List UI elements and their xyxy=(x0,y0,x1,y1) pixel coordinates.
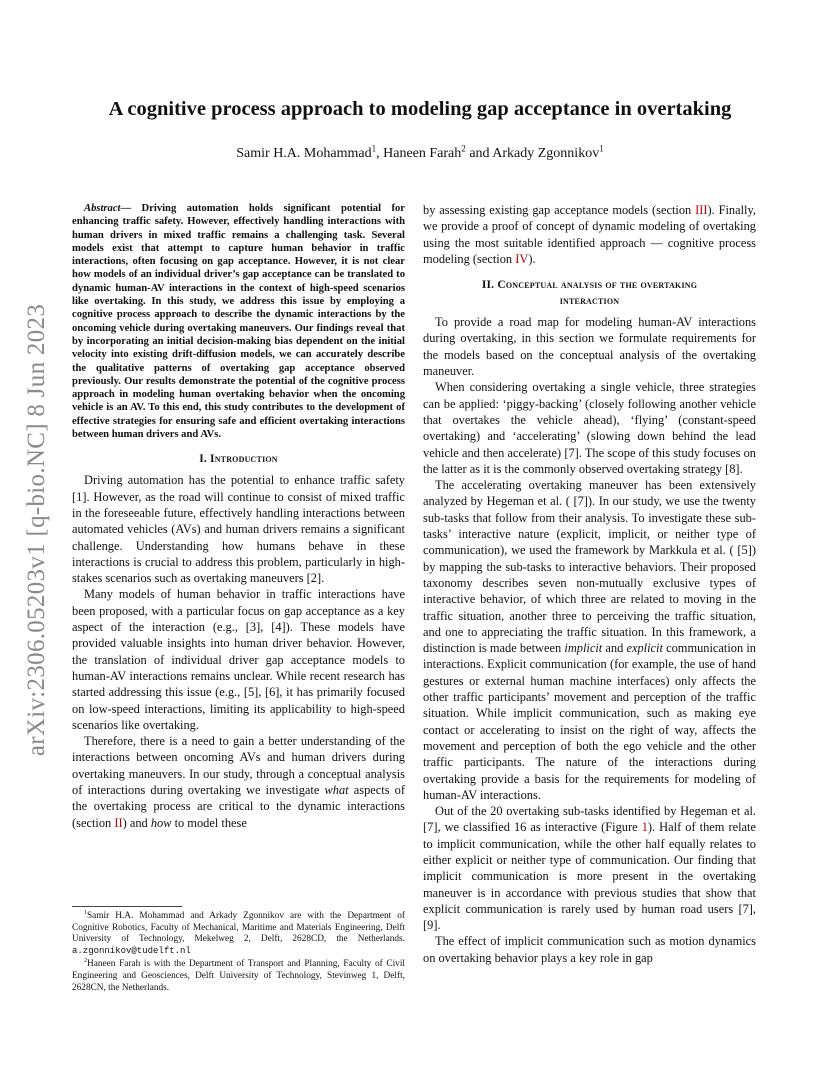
figure-link[interactable]: 1 xyxy=(641,820,648,835)
paragraph: The effect of implicit communication such as motion dynamics on overtaking behavior plays a key role in gap xyxy=(423,934,756,965)
emphasis: explicit xyxy=(626,641,663,656)
paragraph: To provide a road map for modeling human-AV interactions during overtaking, in this section we formulate requirements for the models based on the conceptual analysis of the overtaking maneuver. xyxy=(423,315,756,379)
paper-title: A cognitive process approach to modeling gap acceptance in overtaking xyxy=(108,98,732,120)
author-list xyxy=(70,145,770,163)
paragraph xyxy=(72,733,405,831)
paragraph-continued xyxy=(423,202,756,267)
paragraph: Many models of human behavior in traffic interactions have been proposed, with a particular focus on gap acceptance as a key aspect of the interaction (e.g., [3], [4]). These models have provided valuable insights into human driver behavior. However, the translation of individual driver gap acceptance models to human-AV interactions remains unclear. While recent research has started addressing this issue (e.g., [5], [6], it has primarily focused on low-speed interactions, limiting its applicability to high-speed scenarios like overtaking. xyxy=(72,587,405,732)
text-run: communication in interactions. Explicit communication (for example, the use of hand gestures or external human machine interfaces) only affects the other traffic participants’ movement and perception of the traffic situation. While implicit communication, such as making eye contact or accelerating to insist on the right of way, affects the movement and perception of both the ego vehicle and the other traffic participants. The nature of the interactions during overtaking provide a basis for the requirements for modeling of human-AV interactions. xyxy=(423,641,756,802)
footnote-text: Samir H.A. Mohammad and Arkady Zgonnikov are with the Department of Cognitive Robotics, Faculty of Mechanical, Maritime and Materials Engineering, Delft University of Technology, Mekelweg 2, Delft, 2628CD, the Netherlands. xyxy=(72,911,405,945)
email-link[interactable]: a.zgonnikov@tudelft.nl xyxy=(72,945,191,956)
text-run: aspects of the overtaking process are critical to the dynamic interactions (section xyxy=(72,782,405,830)
section-title-line-1: Conceptual analysis of the overtaking xyxy=(497,279,698,292)
footnotes xyxy=(72,906,405,996)
text-run: ). Half of them relate to implicit communication, while the other half equally relates to either explicit or neither type of communication. Our finding that implicit communication is more present in the overtaking maneuver is in accordance with previous studies that show that explicit communication is rarely used by human road users [7], [9]. xyxy=(423,820,756,933)
section-heading-conceptual-analysis xyxy=(423,277,756,309)
footnote-mark: 1 xyxy=(84,909,88,916)
text-run: Out of the 20 overtaking sub-tasks identified by Hegeman et al. [7], we classified 16 as interactive (Figure xyxy=(423,804,756,835)
footnote-mark: 2 xyxy=(84,958,88,965)
text-run: Therefore, there is a need to gain a better understanding of the interactions between oncoming AVs and human drivers during overtaking maneuvers. In our study, through a conceptual analysis of interactions during overtaking we investigate xyxy=(72,734,405,797)
section-link[interactable]: III xyxy=(695,203,708,217)
section-number: II. xyxy=(481,279,498,292)
arxiv-identifier-text: arXiv:2306.05203v1 [q-bio.NC] 8 Jun 2023 xyxy=(23,303,50,757)
section-heading-introduction xyxy=(72,451,405,467)
section-title: Introduction xyxy=(210,453,278,466)
section-title-line-2: interaction xyxy=(559,295,620,308)
text-run: ) and xyxy=(122,815,151,830)
paragraph xyxy=(423,477,756,803)
author-separator: and xyxy=(465,146,493,161)
paragraph xyxy=(423,803,756,933)
abstract-text: — Driving automation holds significant potential for enhancing traffic safety. However, effectively handling interactions with human drivers in mixed traffic remains a challenging task. Several models exist that attempt to capture human behavior in traffic interactions, often focusing on gap acceptance. However, it is not clear how models of an individual driver’s gap acceptance can be translated to dynamic human-AV interactions in the context of high-speed scenarios like overtaking. In this study, we address this issue by employing a cognitive process approach to describe the dynamic interactions by the oncoming vehicle during overtaking maneuvers. Our findings reveal that by incorporating an initial decision-making bias dependent on the initial velocity into existing drift-diffusion models, we can accurately describe the qualitative patterns of overtaking gap acceptance observed previously. Our results demonstrate the potential of the cognitive process approach in modeling human overtaking behavior when the oncoming vehicle is an AV. To this end, this study contributes to the development of effective strategies for ensuring safe and efficient overtaking interactions between human drivers and AVs. xyxy=(72,203,405,441)
footnote-text: Haneen Farah is with the Department of Transport and Planning, Faculty of Civil Engineering and Geosciences, Delft University of Technology, Stevinweg 1, Delft, 2628CN, the Netherlands. xyxy=(72,959,405,993)
abstract-label: Abstract xyxy=(84,203,121,214)
footnote-2 xyxy=(72,959,405,994)
paragraph: When considering overtaking a single vehicle, three strategies can be applied: ‘piggy-backing’ (closely following another vehicle that overtakes the vehicle ahead), ‘flying’ (constant-speed overtaking) and ‘accelerating’ (slowing down behind the lead vehicle and then accelerate) [7]. The scope of this study focuses on the latter as it is the commonly observed overtaking strategy [8]. xyxy=(423,380,756,476)
section-link[interactable]: II xyxy=(114,815,123,830)
author-3-affiliation-mark: 1 xyxy=(599,143,604,154)
author-3: Arkady Zgonnikov xyxy=(492,146,600,161)
text-run: by assessing existing gap acceptance models (section xyxy=(423,203,696,217)
arxiv-identifier-stamp xyxy=(22,280,52,780)
text-run: and xyxy=(602,641,627,656)
text-run: The accelerating overtaking maneuver has been extensively analyzed by Hegeman et al. ( [7]). In our study, we use the twenty sub-tasks that follow from their analysis. To investigate these sub-tasks’ interactive nature (explicit, implicit, or neither type of communication), we used the framework by Markkula et al. ( [5]) by mapping the sub-tasks to interactive behaviors. Their proposed taxonomy describes seven non-mutually exclusive types of interactive behavior, of which three are related to moving in the traffic situation, another three to perceiving the traffic situation, and one to appreciating the traffic situation. In this framework, a distinction is made between xyxy=(423,478,756,656)
author-2-affiliation-mark: 2 xyxy=(461,143,466,154)
text-run: ). xyxy=(528,251,536,266)
author-1-affiliation-mark: 1 xyxy=(371,143,377,154)
section-link[interactable]: IV xyxy=(515,251,529,266)
section-number: I. xyxy=(199,453,211,466)
emphasis: implicit xyxy=(564,641,603,656)
footnote-rule xyxy=(72,906,182,907)
left-column xyxy=(72,202,405,831)
text-run: ). Finally, we provide a proof of concept of dynamic modeling of overtaking using the most suitable identified approach — cognitive process modeling (section xyxy=(423,203,756,266)
author-1: Samir H.A. Mohammad xyxy=(236,146,372,161)
emphasis: how xyxy=(150,815,172,830)
footnote-1 xyxy=(72,911,405,957)
right-column xyxy=(423,202,756,966)
abstract xyxy=(72,202,405,441)
paragraph: Driving automation has the potential to enhance traffic safety [1]. However, as the road will continue to consist of mixed traffic in the foreseeable future, effectively handling interactions between automated vehicles (AVs) and human drivers remains a significant challenge. Understanding how humans behave in these interactions is crucial to address this problem, particularly in high-stakes scenarios such as overtaking maneuvers [2]. xyxy=(72,473,405,586)
text-run: to model these xyxy=(171,815,247,830)
author-separator: , xyxy=(376,146,384,161)
author-2: Haneen Farah xyxy=(383,146,462,161)
emphasis: what xyxy=(324,782,349,797)
